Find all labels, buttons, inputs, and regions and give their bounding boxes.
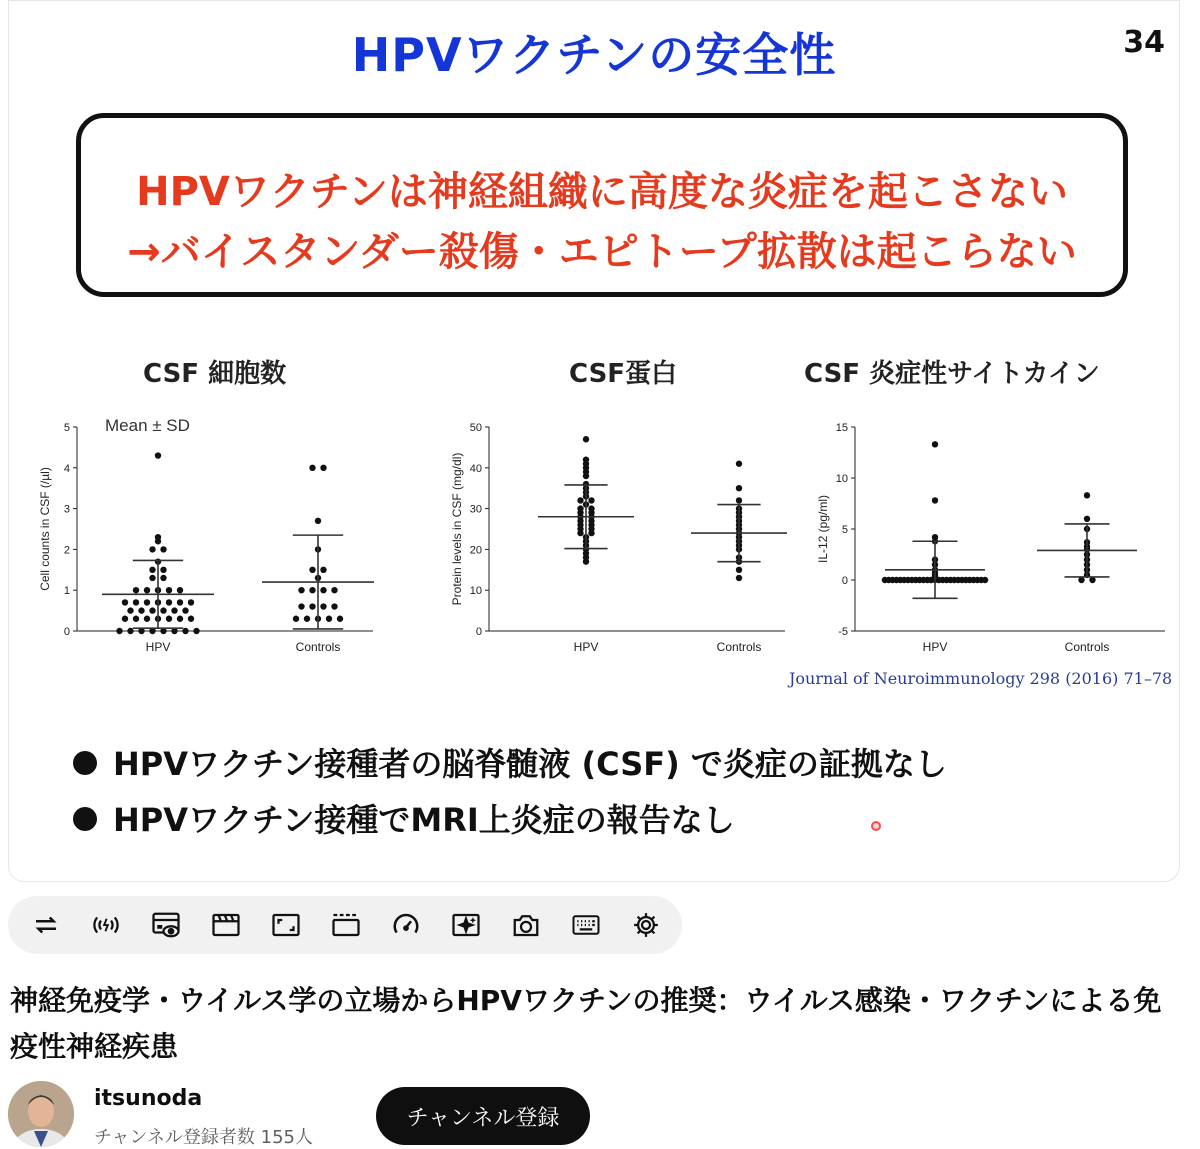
data-point — [182, 607, 188, 613]
y-tick-label: 3 — [63, 503, 70, 516]
data-point — [293, 616, 299, 622]
x-tick-label: HPV — [573, 640, 599, 654]
data-point — [155, 452, 161, 458]
x-tick-label: Controls — [295, 640, 341, 654]
y-tick-label: 1 — [63, 585, 70, 598]
data-point — [1089, 577, 1095, 583]
screenshot-button[interactable] — [506, 905, 546, 945]
y-tick-label: 2 — [63, 544, 70, 557]
data-point — [326, 616, 332, 622]
y-tick-label: 4 — [63, 462, 70, 475]
bullet-text: HPVワクチン接種でMRI上炎症の報告なし — [113, 801, 735, 839]
y-tick-label: 0 — [841, 575, 848, 587]
x-tick-label: Controls — [1064, 640, 1110, 654]
bullet-dot — [73, 751, 97, 775]
data-point — [736, 575, 742, 581]
data-point — [133, 587, 139, 593]
data-point — [309, 567, 315, 573]
data-point — [298, 587, 304, 593]
data-point — [155, 534, 161, 540]
data-point — [331, 603, 337, 609]
data-point — [736, 485, 742, 491]
y-tick-label: 10 — [835, 473, 848, 485]
data-point — [736, 497, 742, 503]
data-point — [182, 628, 188, 634]
data-point — [144, 616, 150, 622]
data-point — [304, 616, 310, 622]
ambient-mode-icon — [151, 910, 181, 940]
chart-title-cell-count: CSF 細胞数 — [143, 359, 287, 389]
y-axis-label: Protein levels in CSF (mg/dl) — [450, 452, 464, 606]
settings-gear-icon — [631, 910, 661, 940]
data-point — [309, 465, 315, 471]
playback-speed-icon — [391, 910, 421, 940]
channel-avatar[interactable] — [8, 1081, 74, 1147]
data-point — [320, 587, 326, 593]
data-point — [160, 575, 166, 581]
fullscreen-icon — [271, 910, 301, 940]
data-point — [160, 567, 166, 573]
data-point — [149, 567, 155, 573]
y-tick-label: 5 — [841, 524, 848, 536]
data-point — [144, 587, 150, 593]
data-point — [122, 616, 128, 622]
data-point — [149, 575, 155, 581]
data-point — [1084, 492, 1090, 498]
data-point — [583, 456, 589, 462]
slide-page-number: 34 — [1123, 25, 1165, 60]
data-point — [160, 607, 166, 613]
data-point — [309, 603, 315, 609]
data-point — [193, 628, 199, 634]
theater-mode-icon — [211, 910, 241, 940]
data-point — [177, 599, 183, 605]
data-point — [577, 497, 583, 503]
data-point — [932, 534, 938, 540]
loop-icon — [31, 910, 61, 940]
data-point — [1078, 577, 1084, 583]
data-point — [177, 616, 183, 622]
y-tick-label: 0 — [475, 626, 482, 638]
chart-annotation: Mean ± SD — [105, 416, 190, 435]
data-point — [588, 497, 594, 503]
bullet-item — [73, 739, 947, 785]
key-message-line-1: HPVワクチンは神経組織に高度な炎症を起こさない — [136, 169, 1068, 215]
theater-mode-button[interactable] — [206, 905, 246, 945]
chart-protein — [441, 405, 793, 667]
y-tick-label: 5 — [63, 422, 70, 434]
data-point — [583, 436, 589, 442]
subscriber-count: チャンネル登録者数 155人 — [94, 1127, 313, 1148]
x-tick-label: Controls — [716, 640, 762, 654]
data-point — [127, 628, 133, 634]
data-point — [149, 607, 155, 613]
data-point — [982, 577, 988, 583]
y-tick-label: 0 — [63, 626, 70, 638]
player-controls-bar — [8, 896, 682, 954]
key-message-box — [76, 113, 1128, 297]
data-point — [166, 587, 172, 593]
stable-volume-button[interactable] — [86, 905, 126, 945]
data-point — [320, 603, 326, 609]
y-axis-label: IL-12 (pg/ml) — [816, 494, 830, 564]
chart-title-cytokine: CSF 炎症性サイトカイン — [804, 359, 1100, 389]
slide-title: HPVワクチンの安全性 — [351, 28, 837, 82]
bullet-text: HPVワクチン接種者の脳脊髄液 (CSF) で炎症の証拠なし — [113, 745, 947, 783]
chapters-button[interactable] — [326, 905, 366, 945]
ai-enhance-icon — [451, 910, 481, 940]
data-point — [127, 607, 133, 613]
chart-cell-count — [23, 405, 383, 667]
chapters-icon — [331, 910, 361, 940]
data-point — [331, 587, 337, 593]
data-point — [122, 599, 128, 605]
fullscreen-button[interactable] — [266, 905, 306, 945]
data-point — [309, 587, 315, 593]
y-tick-label: 20 — [469, 544, 482, 557]
bullet-item — [73, 795, 735, 841]
data-point — [171, 607, 177, 613]
bullet-dot — [73, 807, 97, 831]
data-point — [177, 587, 183, 593]
data-point — [138, 607, 144, 613]
video-title[interactable]: 神経免疫学・ウイルス学の立場からHPVワクチンの推奨：ウイルス感染・ワクチンによる免疫性神経疾患 — [10, 984, 1162, 1063]
data-point — [149, 546, 155, 552]
y-tick-label: 50 — [469, 422, 482, 434]
data-point — [298, 603, 304, 609]
data-point — [736, 461, 742, 467]
data-point — [1084, 516, 1090, 522]
loop-button[interactable] — [26, 905, 66, 945]
subscribe-button[interactable]: チャンネル登録 — [376, 1087, 590, 1145]
data-point — [932, 441, 938, 447]
x-tick-label: HPV — [145, 640, 171, 654]
data-point — [144, 599, 150, 605]
data-point — [932, 497, 938, 503]
ai-enhance-button[interactable] — [446, 905, 486, 945]
data-point — [320, 567, 326, 573]
chart-cytokine — [801, 405, 1173, 667]
ambient-mode-button[interactable] — [146, 905, 186, 945]
data-point — [188, 599, 194, 605]
key-message-line-2: →バイスタンダー殺傷・エピトープ拡散は起こらない — [127, 229, 1077, 275]
y-tick-label: 40 — [469, 462, 482, 475]
channel-name[interactable]: itsunoda — [94, 1086, 203, 1111]
y-axis-label: Cell counts in CSF (/µl) — [38, 467, 52, 591]
keyboard-icon — [571, 910, 601, 940]
keyboard-shortcuts-button[interactable] — [566, 905, 606, 945]
data-point — [337, 616, 343, 622]
screenshot-camera-icon — [511, 910, 541, 940]
journal-citation: Journal of Neuroimmunology 298 (2016) 71–78 — [789, 669, 1173, 688]
data-point — [166, 599, 172, 605]
data-point — [166, 616, 172, 622]
data-point — [320, 465, 326, 471]
data-point — [588, 505, 594, 511]
data-point — [577, 505, 583, 511]
y-tick-label: 10 — [469, 585, 482, 598]
stable-volume-icon — [91, 910, 121, 940]
avatar-image — [8, 1081, 74, 1147]
data-point — [188, 616, 194, 622]
playback-speed-button[interactable] — [386, 905, 426, 945]
data-point — [133, 599, 139, 605]
settings-button[interactable] — [626, 905, 666, 945]
x-tick-label: HPV — [922, 640, 948, 654]
data-point — [736, 567, 742, 573]
y-tick-label: -5 — [838, 626, 848, 638]
y-tick-label: 15 — [835, 422, 848, 434]
data-point — [160, 546, 166, 552]
pointer-dot — [871, 821, 881, 831]
data-point — [315, 518, 321, 524]
chart-title-protein: CSF蛋白 — [569, 359, 678, 389]
y-tick-label: 30 — [469, 503, 482, 516]
data-point — [133, 616, 139, 622]
video-slide[interactable] — [8, 0, 1180, 882]
data-point — [116, 628, 122, 634]
